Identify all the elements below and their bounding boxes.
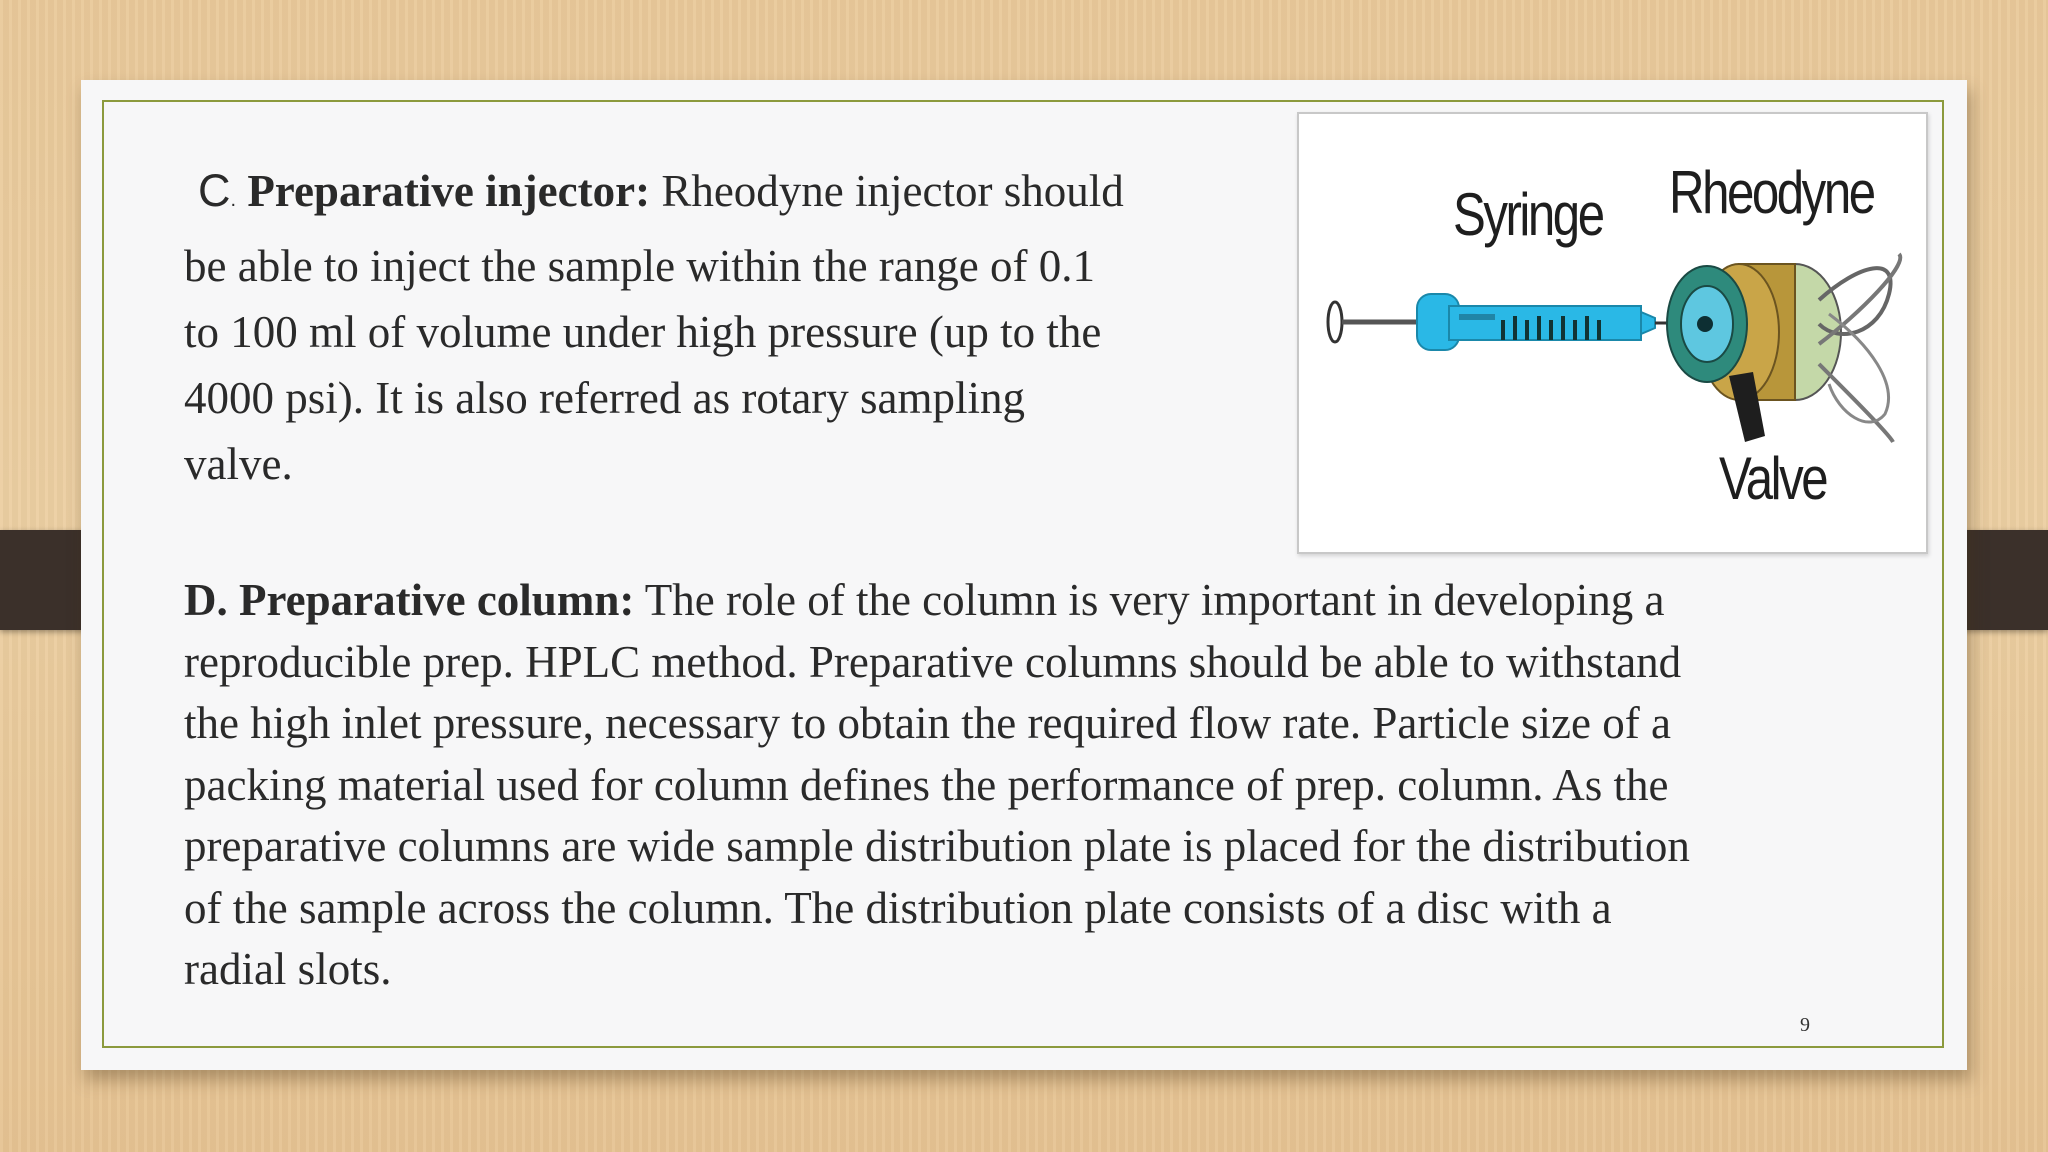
- section-d-heading: D. Preparative column:: [184, 575, 635, 625]
- section-c-line-1: Rheodyne injector should: [661, 166, 1124, 216]
- section-c-line-4: 4000 psi). It is also referred as rotary sampling: [184, 373, 1026, 423]
- valve-label: Valve: [1719, 445, 1827, 512]
- section-c-paragraph: [184, 158, 1264, 497]
- page-number: 9: [1800, 1014, 1810, 1036]
- section-c-heading: Preparative injector:: [247, 166, 651, 216]
- syringe-tip: [1641, 312, 1655, 334]
- syringe-barrel: [1449, 306, 1641, 340]
- rheodyne-injector-figure: [1297, 112, 1928, 554]
- section-c-dot: .: [230, 189, 237, 211]
- section-c-line-5: valve.: [184, 439, 293, 489]
- section-d-line-4: packing material used for column defines the performance of prep. column. As the: [184, 759, 1669, 810]
- section-d-line-2: reproducible prep. HPLC method. Preparative columns should be able to withstand: [184, 636, 1682, 687]
- section-d-line-5: preparative columns are wide sample distribution plate is placed for the distribution: [184, 821, 1690, 871]
- rheodyne-label: Rheodyne: [1669, 159, 1874, 226]
- section-c-letter: C: [198, 165, 231, 216]
- section-d-line-3: the high inlet pressure, necessary to obtain the required flow rate. Particle size of a: [184, 698, 1671, 748]
- valve-port: [1697, 316, 1713, 332]
- plunger-ring: [1328, 302, 1342, 342]
- syringe-label: Syringe: [1453, 181, 1603, 248]
- section-d-line-1: The role of the column is very important in developing a: [644, 575, 1665, 625]
- section-c-line-3: to 100 ml of volume under high pressure (up to the: [184, 307, 1102, 357]
- syringe-marking: [1459, 314, 1495, 320]
- section-c-line-2: be able to inject the sample within the range of 0.1: [184, 241, 1095, 291]
- section-d-line-6: of the sample across the column. The distribution plate consists of a disc with a: [184, 882, 1612, 933]
- section-d-paragraph: [184, 570, 1884, 1001]
- section-d-line-7: radial slots.: [184, 944, 392, 994]
